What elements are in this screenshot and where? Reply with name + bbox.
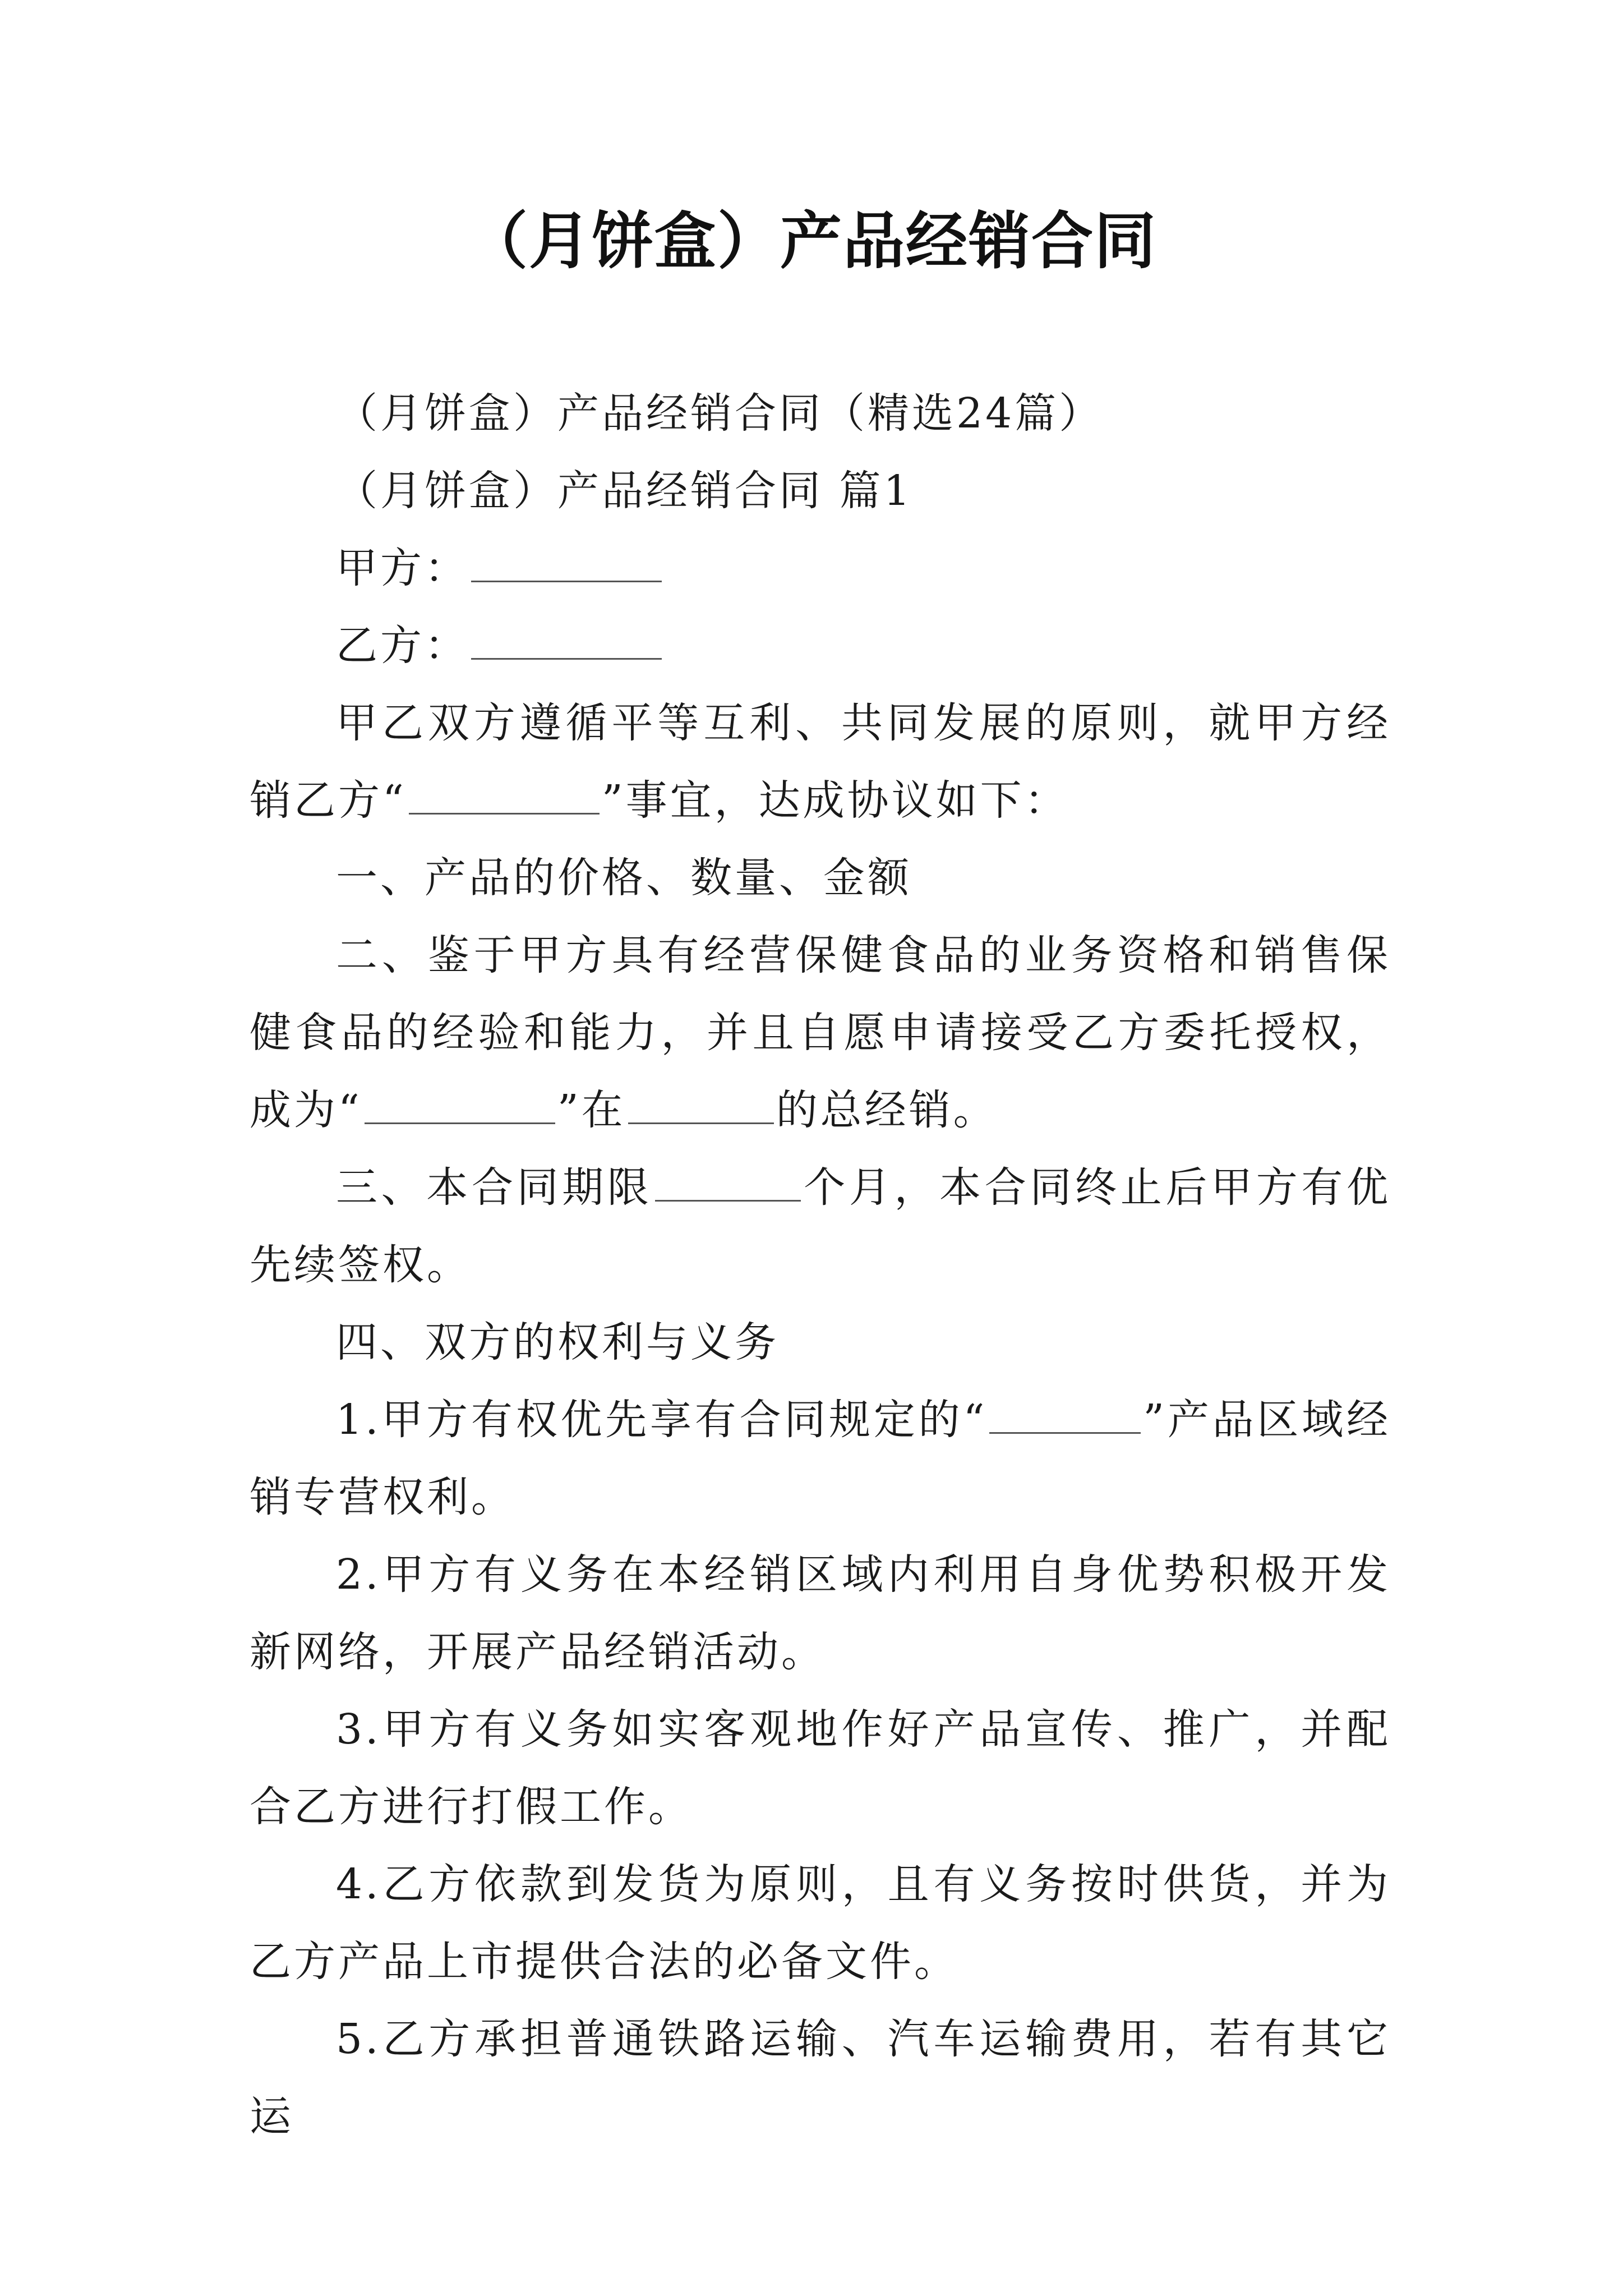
product-name-blank [409, 779, 600, 815]
clause-1: 一、产品的价格、数量、金额 [336, 854, 912, 902]
document-body [250, 375, 1391, 2155]
item-4: 4.乙方依款到发货为原则，且有义务按时供货，并为乙方产品上市提供合法的必备文件。 [250, 1860, 1391, 1986]
item-5: 5.乙方承担普通铁路运输、汽车运输费用，若有其它运 [250, 2015, 1391, 2141]
party-a-blank [471, 547, 662, 582]
clause-3 [250, 1149, 1391, 1304]
intro-paragraph [250, 684, 1391, 839]
item-3: 3.甲方有义务如实客观地作好产品宣传、推广，并配合乙方进行打假工作。 [250, 1705, 1391, 1831]
region-blank [628, 1089, 774, 1124]
document-title: （月饼盒）产品经销合同 [466, 205, 1157, 277]
section-heading: （月饼盒）产品经销合同 篇1 [336, 467, 913, 515]
clause-3-text-2: 个月，本合同终止后甲方有优先续签权。 [250, 1163, 1391, 1289]
document-subtitle: （月饼盒）产品经销合同（精选24篇） [336, 389, 1104, 438]
intro-text-2: ”事宜，达成协议如下： [601, 776, 1069, 825]
clause-2-text-3: 的总经销。 [776, 1086, 998, 1134]
brand-blank [365, 1089, 555, 1124]
party-b-blank [471, 624, 662, 660]
party-a-label: 甲方： [336, 544, 469, 592]
item-1-text-1: 1.甲方有权优先享有合同规定的“ [336, 1396, 988, 1444]
party-a-line [250, 530, 1391, 607]
clause-3-text-1: 三、本合同期限 [336, 1163, 653, 1212]
clause-2-text-1: 二、鉴于甲方具有经营保健食品的业务资格和销售保健食品的经验和能力，并且自愿申请接受乙方委托授权，成为“ [250, 931, 1391, 1134]
item-1-product-blank [989, 1398, 1141, 1434]
clause-2 [250, 917, 1391, 1149]
intro-text-1: 甲乙双方遵循平等互利、共同发展的原则，就甲方经销乙方“ [250, 699, 1391, 825]
party-b-label: 乙方： [336, 622, 469, 670]
clause-4: 四、双方的权利与义务 [336, 1318, 779, 1366]
party-b-line [250, 607, 1391, 684]
clause-2-text-2: ”在 [557, 1086, 626, 1134]
item-1 [250, 1381, 1391, 1536]
item-2: 2.甲方有义务在本经销区域内利用自身优势积极开发新网络，开展产品经销活动。 [250, 1550, 1391, 1676]
term-months-blank [655, 1166, 801, 1202]
item-1-text-2: ”产品区域经销专营权利。 [250, 1396, 1391, 1521]
